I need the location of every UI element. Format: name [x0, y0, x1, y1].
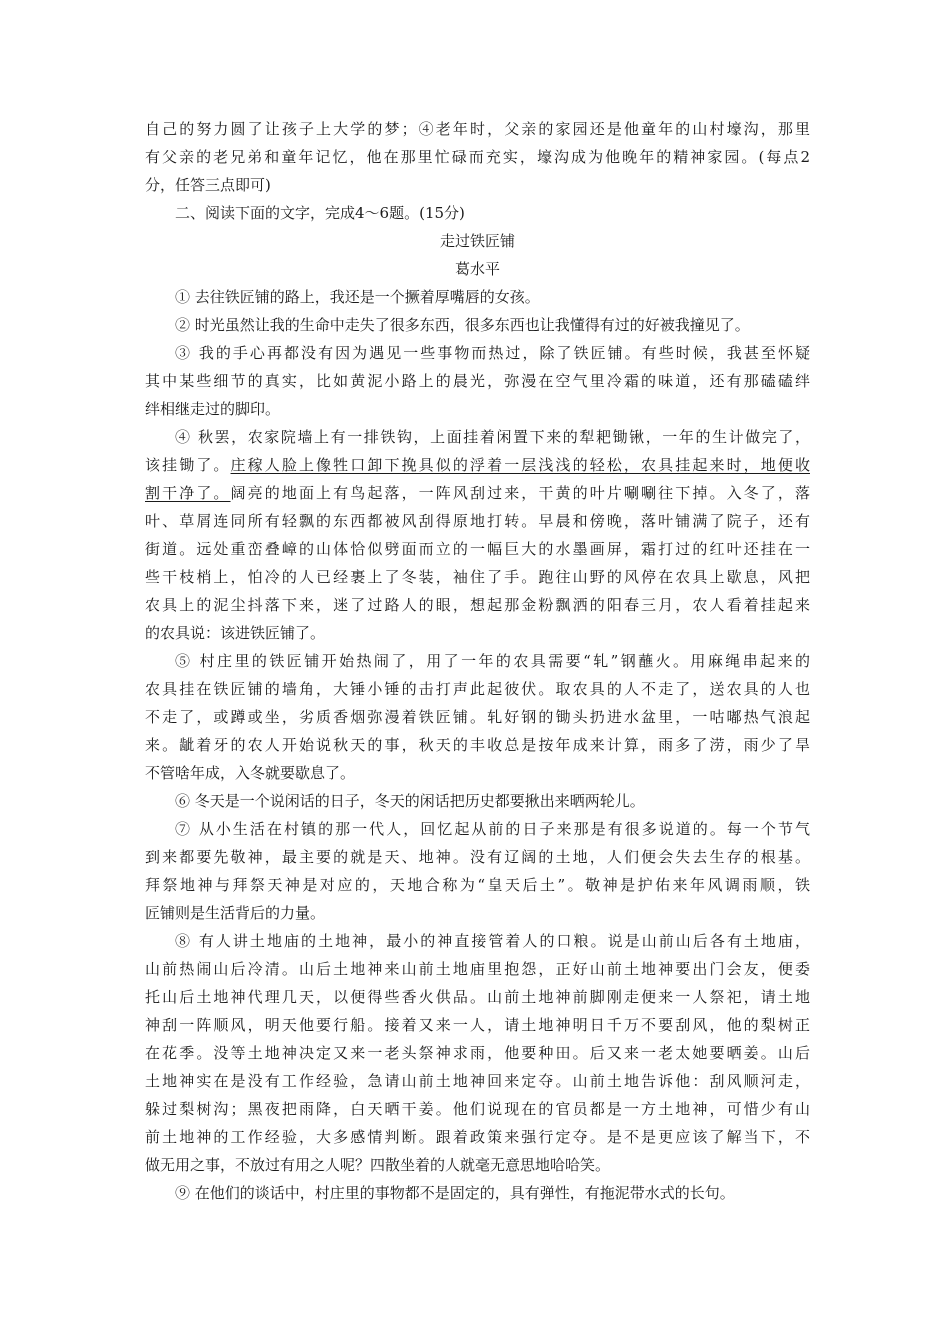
line-text: ⑧ 有人讲土地庙的土地神，最小的神直接管着人的口粮。说是山前山后各有土地庙， — [175, 932, 810, 950]
text-line — [145, 927, 810, 955]
line-text: 绊相继走过的脚印。 — [145, 400, 281, 418]
text-line — [145, 871, 810, 899]
line-text: 农具挂在铁匠铺的墙角，大锤小锤的击打声此起彼伏。取农具的人不走了，送农具的人也 — [145, 680, 810, 698]
text-line — [145, 199, 810, 227]
line-text: 街道。远处重峦叠嶂的山体恰似劈面而立的一幅巨大的水墨画屏，霜打过的红叶还挂在一 — [145, 540, 810, 558]
line-text: 托山后土地神代理几天，以便得些香火供品。山前土地神前脚刚走便来一人祭祀，请土地 — [145, 988, 810, 1006]
article-author — [145, 255, 810, 283]
line-text: 其中某些细节的真实，比如黄泥小路上的晨光，弥漫在空气里冷霜的味道，还有那磕磕绊 — [145, 372, 810, 390]
line-text: 些干枝梢上，怕冷的人已经裹上了冬装，袖住了手。跑往山野的风停在农具上歇息，风把 — [145, 568, 810, 586]
text-line — [145, 1067, 810, 1095]
line-text: 葛水平 — [454, 260, 500, 278]
text-line — [145, 1151, 810, 1179]
line-text: 农具上的泥尘抖落下来，迷了过路人的眼，想起那金粉飘洒的阳春三月，农人看着挂起来 — [145, 596, 810, 614]
line-text: 不管啥年成，入冬就要歇息了。 — [145, 764, 356, 782]
text-line — [145, 983, 810, 1011]
line-text: 匠铺则是生活背后的力量。 — [145, 904, 326, 922]
text-line — [145, 395, 810, 423]
line-text: 躲过梨树沟；黑夜把雨降，白天晒干姜。他们说现在的官员都是一方土地神，可惜少有山 — [145, 1100, 810, 1118]
text-line — [145, 675, 810, 703]
line-text: 拜祭地神与拜祭天神是对应的，天地合称为“皇天后土”。敬神是护佑来年风调雨顺，铁 — [145, 876, 810, 894]
line-text: 有父亲的老兄弟和童年记忆，他在那里忙碌而充实，壕沟成为他晚年的精神家园。(每点2 — [145, 148, 810, 166]
line-text: 自己的努力圆了让孩子上大学的梦；④老年时，父亲的家园还是他童年的山村壕沟，那里 — [145, 120, 810, 138]
line-text: 不走了，或蹲或坐，劣质香烟弥漫着铁匠铺。轧好钢的锄头扔进水盆里，一咕嘟热气浪起 — [145, 708, 810, 726]
text-line — [145, 1039, 810, 1067]
line-text: 到来都要先敬神，最主要的就是天、地神。没有辽阔的土地，人们便会失去生存的根基。 — [145, 848, 810, 866]
text-line — [145, 759, 810, 787]
article-title — [145, 227, 810, 255]
line-text: 做无用之事，不放过有用之人呢？四散坐着的人就毫无意思地哈哈笑。 — [145, 1156, 611, 1174]
text-line — [145, 507, 810, 535]
text-line — [145, 591, 810, 619]
text-line — [145, 703, 810, 731]
line-text: ⑦ 从小生活在村镇的那一代人，回忆起从前的日子来那是有很多说道的。每一个节气 — [175, 820, 810, 838]
line-text: 前土地神的工作经验，大多感情判断。跟着政策来强行定夺。是不是更应该了解当下，不 — [145, 1128, 810, 1146]
text-line — [145, 563, 810, 591]
text-line — [145, 535, 810, 563]
line-text: 该挂锄了。 — [145, 456, 231, 474]
text-line — [145, 283, 810, 311]
text-line — [145, 1179, 810, 1207]
underlined-sentence: 割干净了。 — [145, 484, 231, 502]
text-line — [145, 647, 810, 675]
line-text: 阔亮的地面上有鸟起落，一阵风刮过来，干黄的叶片唰唰往下掉。入冬了，落 — [230, 484, 810, 502]
text-line — [145, 451, 810, 479]
line-text: 神刮一阵顺风，明天他要行船。接着又来一人，请土地神明日千万不要刮风，他的梨树正 — [145, 1016, 810, 1034]
text-line — [145, 815, 810, 843]
line-text: 分，任答三点即可) — [145, 176, 271, 194]
line-text: 在花季。没等土地神决定又来一老头祭神求雨，他要种田。后又来一老太她要晒姜。山后 — [145, 1044, 810, 1062]
text-line — [145, 1011, 810, 1039]
document-page — [145, 115, 810, 1207]
text-line — [145, 1095, 810, 1123]
line-text: 叶、草屑连同所有轻飘的东西都被风刮得原地打转。早晨和傍晚，落叶铺满了院子，还有 — [145, 512, 810, 530]
text-line — [145, 311, 810, 339]
line-text: ⑨ 在他们的谈话中，村庄里的事物都不是固定的，具有弹性，有拖泥带水式的长句。 — [175, 1184, 735, 1202]
text-line — [145, 339, 810, 367]
text-line — [145, 955, 810, 983]
text-line — [145, 423, 810, 451]
text-line — [145, 367, 810, 395]
text-line — [145, 171, 810, 199]
underlined-sentence: 庄稼人脸上像牲口卸下挽具似的浮着一层浅浅的轻松，农具挂起来时，地便收 — [230, 456, 810, 474]
line-text: 来。龇着牙的农人开始说秋天的事，秋天的丰收总是按年成来计算，雨多了涝，雨少了旱 — [145, 736, 810, 754]
text-line — [145, 787, 810, 815]
line-text: ④ 秋罢，农家院墙上有一排铁钩，上面挂着闲置下来的犁耙锄锹，一年的生计做完了， — [175, 428, 810, 446]
line-text: 走过铁匠铺 — [439, 232, 515, 250]
text-line — [145, 899, 810, 927]
line-text: ⑥ 冬天是一个说闲话的日子，冬天的闲话把历史都要揪出来晒两轮儿。 — [175, 792, 645, 810]
line-text: ① 去往铁匠铺的路上，我还是一个撅着厚嘴唇的女孩。 — [175, 288, 540, 306]
text-line — [145, 115, 810, 143]
line-text: 的农具说：该进铁匠铺了。 — [145, 624, 326, 642]
text-line — [145, 479, 810, 507]
text-line — [145, 843, 810, 871]
text-line — [145, 731, 810, 759]
text-line — [145, 619, 810, 647]
text-line — [145, 143, 810, 171]
line-text: ② 时光虽然让我的生命中走失了很多东西，很多东西也让我懂得有过的好被我撞见了。 — [175, 316, 750, 334]
line-text: 土地神实在是没有工作经验，急请山前土地神回来定夺。山前土地告诉他：刮风顺河走， — [145, 1072, 810, 1090]
line-text: 山前热闹山后冷清。山后土地神来山前土地庙里抱怨，正好山前土地神要出门会友，便委 — [145, 960, 810, 978]
line-text: 二、阅读下面的文字，完成4～6题。(15分) — [175, 204, 465, 222]
text-line — [145, 1123, 810, 1151]
line-text: ⑤ 村庄里的铁匠铺开始热闹了，用了一年的农具需要“轧”钢蘸火。用麻绳串起来的 — [175, 652, 810, 670]
line-text: ③ 我的手心再都没有因为遇见一些事物而热过，除了铁匠铺。有些时候，我甚至怀疑 — [175, 344, 810, 362]
